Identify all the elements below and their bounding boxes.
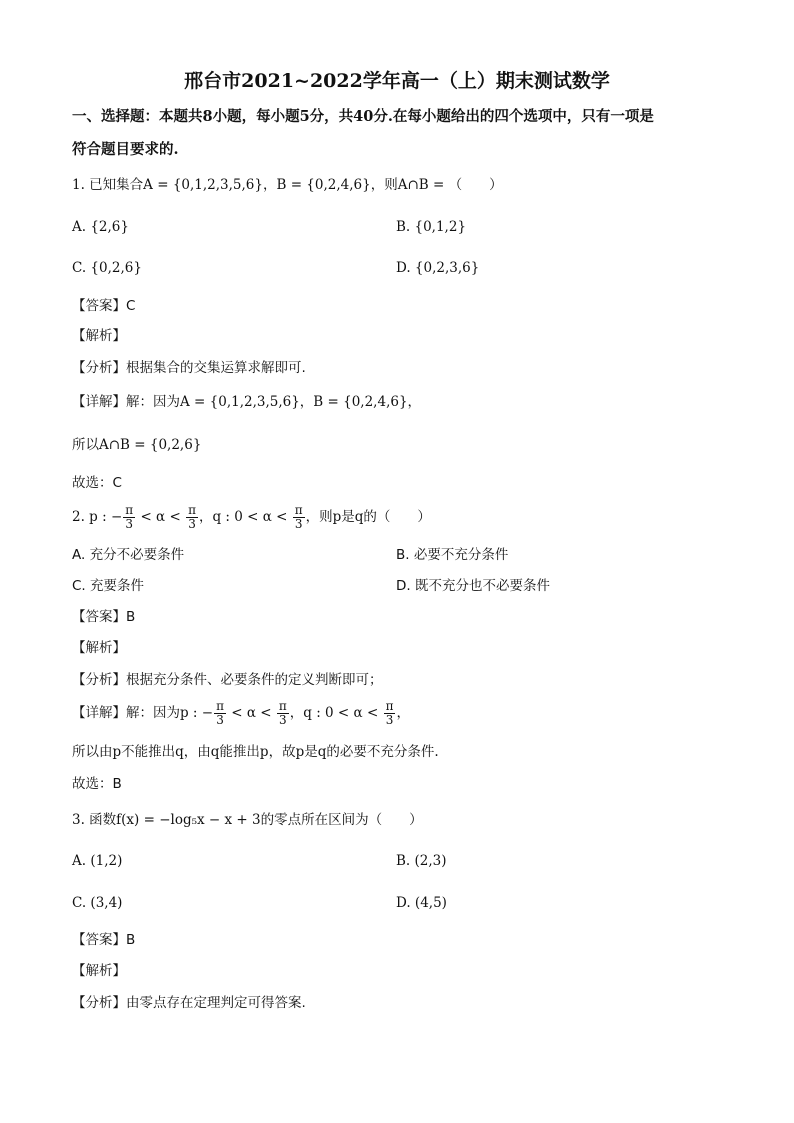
- q1-fenxi: 【分析】根据集合的交集运算求解即可.: [72, 360, 306, 376]
- q2-option-b: B. 必要不充分条件: [396, 547, 509, 563]
- q2-stem-mid2: ，q : 0 < α <: [198, 509, 292, 525]
- q2-fraction-2: $\frac{\pi}{3}$: [188, 503, 196, 531]
- q2-detail-fraction-2: $\frac{\pi}{3}$: [278, 699, 287, 727]
- q2-option-c: C. 充要条件: [72, 578, 145, 594]
- q2-stem-prefix: 2. p : −: [72, 509, 123, 525]
- q2-option-a: A. 充分不必要条件: [72, 547, 185, 563]
- q2-detail-suffix: ，: [396, 705, 410, 721]
- q3-stem: 3. 函数f(x) = −log₅x − x + 3的零点所在区间为（ ）: [72, 812, 423, 828]
- q1-so: 所以A∩B = {0,2,6}: [72, 437, 202, 453]
- q2-fraction-3: $\frac{\pi}{3}$: [294, 503, 303, 531]
- q1-choose: 故选：C: [72, 475, 122, 491]
- q3-answer: 【答案】B: [72, 932, 136, 948]
- q3-option-b: B. (2,3): [396, 853, 447, 869]
- section-heading-line1: 一、选择题：本题共8小题，每小题5分，共40分.在每小题给出的四个选项中，只有一项是: [72, 108, 654, 125]
- q2-stem: [72, 504, 431, 531]
- q1-answer: 【答案】C: [72, 298, 136, 314]
- q3-analysis-label: 【解析】: [72, 963, 126, 979]
- q2-fenxi: 【分析】根据充分条件、必要条件的定义判断即可；: [72, 672, 383, 688]
- q1-analysis-label: 【解析】: [72, 328, 126, 344]
- q2-fraction-1: $\frac{\pi}{3}$: [125, 503, 134, 531]
- q2-answer: 【答案】B: [72, 609, 136, 625]
- q2-stem-mid1: < α <: [136, 509, 186, 525]
- q2-stem-suffix: ，则p是q的（ ）: [305, 509, 431, 525]
- q2-option-d: D. 既不充分也不必要条件: [396, 578, 550, 594]
- q1-stem: 1. 已知集合A = {0,1,2,3,5,6}，B = {0,2,4,6}，则A∩B = （ ）: [72, 177, 503, 193]
- q2-detail-fraction-1: $\frac{\pi}{3}$: [216, 699, 224, 727]
- q2-detail-fraction-3: $\frac{\pi}{3}$: [385, 699, 394, 727]
- q2-so: 所以由p不能推出q，由q能推出p，故p是q的必要不充分条件.: [72, 744, 439, 760]
- q2-detail-prefix: 【详解】解：因为p : −: [72, 705, 214, 721]
- q3-option-d: D. (4,5): [396, 895, 447, 911]
- q1-option-b: B. {0,1,2}: [396, 219, 467, 235]
- q2-detail-mid2: ，q : 0 < α <: [289, 705, 383, 721]
- q1-detail: 【详解】解：因为A = {0,1,2,3,5,6}，B = {0,2,4,6}，: [72, 394, 422, 410]
- page-title: 邢台市2021~2022学年高一（上）期末测试数学: [184, 70, 610, 92]
- q1-option-d: D. {0,2,3,6}: [396, 260, 480, 276]
- q3-option-a: A. (1,2): [72, 853, 123, 869]
- section-heading-line2: 符合题目要求的.: [72, 141, 179, 158]
- q2-analysis-label: 【解析】: [72, 640, 126, 656]
- q2-choose: 故选：B: [72, 776, 122, 792]
- q3-fenxi: 【分析】由零点存在定理判定可得答案.: [72, 995, 306, 1011]
- q1-option-c: C. {0,2,6}: [72, 260, 142, 276]
- q2-detail: [72, 700, 410, 727]
- q2-detail-mid1: < α <: [226, 705, 276, 721]
- q1-option-a: A. {2,6}: [72, 219, 129, 235]
- q3-option-c: C. (3,4): [72, 895, 123, 911]
